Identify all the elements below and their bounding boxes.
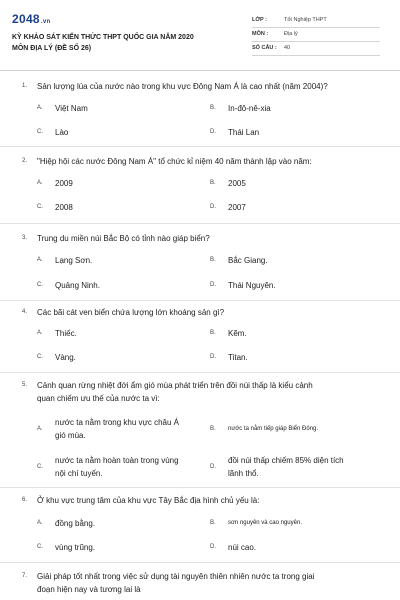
question-number: 6. (22, 497, 28, 503)
option-text: Việt Nam (55, 104, 88, 113)
option-text: Thái Nguyên. (228, 281, 276, 290)
question-text (22, 379, 313, 405)
option-letter: B. (210, 426, 216, 432)
option-text: vùng trũng. (55, 543, 96, 552)
option-text-line: gió mùa. (55, 431, 86, 440)
question-text-content: Các bãi cát ven biển chứa lượng lớn khoáng sản gì? (37, 308, 225, 317)
meta-value: Tốt Nghiệp THPT (284, 17, 327, 23)
option-text: đồng bằng. (55, 519, 96, 528)
option-text: Bắc Giang. (228, 256, 268, 265)
option-letter: A. (37, 257, 43, 263)
option-letter: D. (210, 464, 216, 470)
option-text: Thiếc. (55, 329, 77, 338)
question-divider (0, 223, 400, 224)
option-letter: B. (210, 520, 216, 526)
exam-header (0, 0, 400, 70)
question-divider (0, 146, 400, 147)
option-text (55, 454, 179, 480)
question-text-line: Giải pháp tốt nhất trong việc sử dụng tài nguyên thiên nhiên nước ta trong giai (37, 572, 315, 581)
option-letter: B. (210, 330, 216, 336)
meta-row-subject (252, 28, 380, 42)
option-text-line: nước ta nằm tiếp giáp Biển Đông. (228, 426, 319, 432)
option-letter: B. (210, 257, 216, 263)
meta-row-count (252, 42, 380, 56)
question-number: 3. (22, 235, 28, 241)
question-text-content: "Hiệp hội các nước Đông Nam Á" tổ chức kỉ niệm 40 năm thành lập vào năm: (37, 157, 312, 166)
option-text: Thái Lan (228, 128, 260, 137)
question-text (22, 155, 312, 168)
option-text (228, 454, 344, 480)
option-text: Lạng Sơn. (55, 256, 93, 265)
question-text (22, 494, 260, 507)
question-number: 5. (22, 382, 28, 388)
question-text (22, 232, 210, 245)
option-text: Lào (55, 128, 69, 137)
option-text-line: đồi núi thấp chiếm 85% diện tích (228, 456, 344, 465)
option-text: sơn nguyên và cao nguyên. (228, 520, 302, 526)
option-text: Titan. (228, 353, 248, 362)
option-letter: C. (37, 282, 43, 288)
question-text-content: Ở khu vực trung tâm của khu vực Tây Bắc địa hình chủ yếu là: (37, 496, 260, 505)
option-text-line: nước ta nằm trong khu vực châu Á (55, 418, 180, 427)
question-number: 7. (22, 573, 28, 579)
question-text-line: Cảnh quan rừng nhiệt đới ẩm gió mùa phát triển trên đồi núi thấp là kiểu cảnh (37, 381, 313, 390)
option-text: 2008 (55, 203, 73, 212)
option-text: Quảng Ninh. (55, 281, 100, 290)
meta-key: LỚP : (252, 17, 267, 23)
exam-title: KỲ KHẢO SÁT KIẾN THỨC THPT QUỐC GIA NĂM 2020 (12, 34, 194, 41)
question-text (22, 570, 315, 596)
option-text: 2007 (228, 203, 246, 212)
option-text-line: lãnh thổ. (228, 469, 259, 478)
question-number: 1. (22, 83, 28, 89)
question-divider (0, 487, 400, 488)
option-text: In-đô-nê-xia (228, 104, 271, 113)
option-text: 2009 (55, 179, 73, 188)
option-letter: B. (210, 105, 216, 111)
option-letter: C. (37, 464, 43, 470)
meta-key: MÔN : (252, 31, 269, 37)
option-text-line: nội chí tuyến. (55, 469, 103, 478)
option-letter: D. (210, 129, 216, 135)
option-letter: C. (37, 544, 43, 550)
option-letter: B. (210, 180, 216, 186)
option-text: Vàng. (55, 353, 76, 362)
question-divider (0, 562, 400, 563)
option-letter: D. (210, 544, 216, 550)
question-text-content: Trung du miền núi Bắc Bộ có tỉnh nào giáp biển? (37, 234, 210, 243)
option-text: Kẽm. (228, 329, 247, 338)
meta-value: Địa lý (284, 31, 298, 37)
option-letter: C. (37, 129, 43, 135)
question-text-line: đoạn hiện nay và tương lai là (37, 585, 141, 594)
exam-subtitle: MÔN ĐỊA LÝ (ĐỀ SỐ 26) (12, 45, 92, 52)
option-text (228, 423, 318, 436)
question-divider (0, 372, 400, 373)
option-letter: A. (37, 330, 43, 336)
question-divider (0, 300, 400, 301)
logo-tld: .vn (40, 19, 51, 25)
option-letter: D. (210, 354, 216, 360)
site-logo[interactable] (12, 12, 50, 26)
option-letter: C. (37, 204, 43, 210)
option-letter: D. (210, 204, 216, 210)
option-text (55, 416, 179, 442)
option-letter: C. (37, 354, 43, 360)
option-text: 2005 (228, 179, 246, 188)
option-letter: A. (37, 426, 43, 432)
question-number: 2. (22, 158, 28, 164)
question-text (22, 80, 328, 93)
meta-row-class (252, 14, 380, 28)
option-text-line: nước ta nằm hoàn toàn trong vùng (55, 456, 179, 465)
option-letter: A. (37, 105, 43, 111)
question-number: 4. (22, 309, 28, 315)
header-divider (0, 70, 400, 71)
option-letter: A. (37, 180, 43, 186)
option-letter: D. (210, 282, 216, 288)
option-text: núi cao. (228, 543, 257, 552)
meta-key: SỐ CÂU : (252, 45, 277, 51)
question-text-content: Sản lượng lúa của nước nào trong khu vực Đông Nam Á là cao nhất (năm 2004)? (37, 82, 328, 91)
question-text-line: quan chiếm ưu thế của nước ta vì: (37, 394, 160, 403)
meta-value: 40 (284, 45, 291, 51)
question-text (22, 306, 225, 319)
logo-text: 2048 (12, 12, 40, 26)
option-letter: A. (37, 520, 43, 526)
